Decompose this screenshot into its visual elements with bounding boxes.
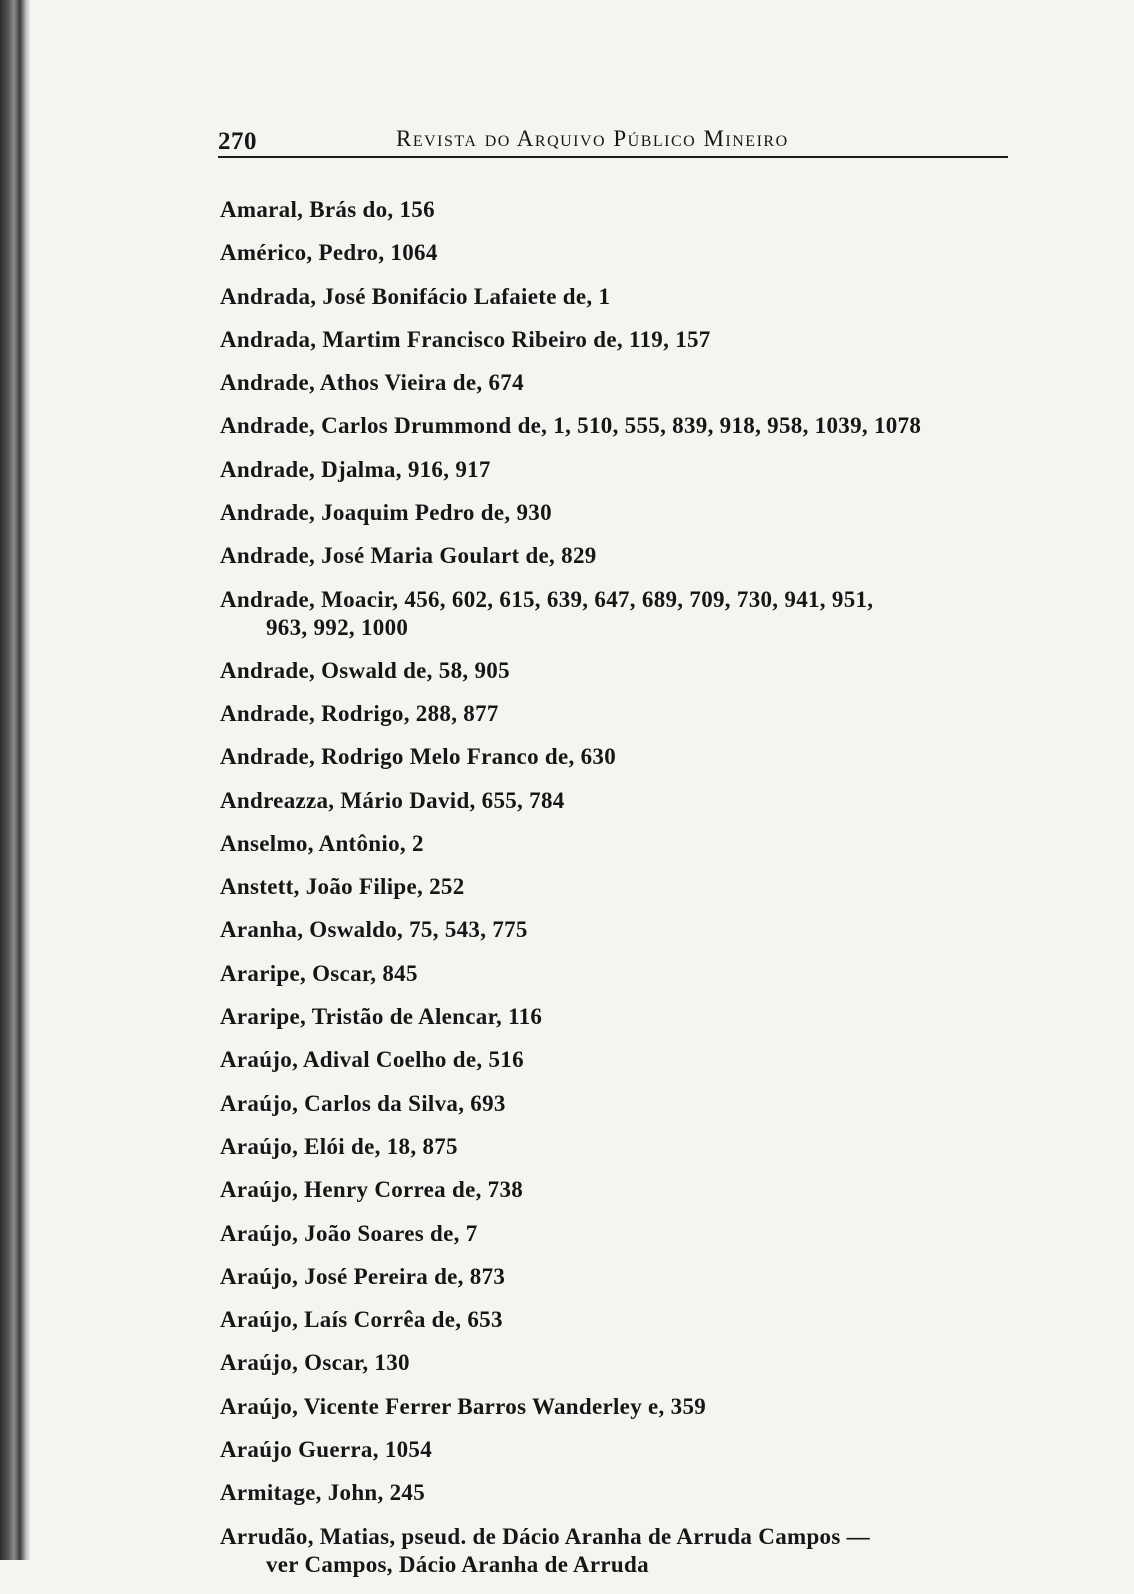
index-entry (220, 657, 1030, 700)
index-entry (220, 1003, 1030, 1046)
index-entry (220, 1349, 1030, 1392)
index-entry-text: Araújo, José Pereira de, 873 (220, 1263, 506, 1289)
page-header (218, 126, 1008, 158)
index-entry-text: Araújo, Adival Coelho de, 516 (220, 1047, 524, 1073)
index-entry-text: Anselmo, Antônio, 2 (220, 830, 424, 856)
index-entry (220, 326, 1030, 369)
index-entry-text: Araújo, Oscar, 130 (220, 1350, 410, 1376)
index-entry (220, 499, 1030, 542)
index-entry-text: Anstett, João Filipe, 252 (220, 874, 465, 900)
index-entry-text: Araújo, Laís Corrêa de, 653 (220, 1307, 503, 1333)
page-binding-edge (0, 0, 30, 1560)
index-entry-continuation: ver Campos, Dácio Aranha de Arruda (266, 1551, 649, 1577)
index-entry-text: Andrade, Rodrigo Melo Franco de, 630 (220, 744, 617, 770)
index-entry (220, 1479, 1030, 1522)
index-entry (220, 239, 1030, 282)
index-entry (220, 830, 1030, 873)
index-entry-text: Araújo, Elói de, 18, 875 (220, 1133, 458, 1159)
index-entry-text: Andreazza, Mário David, 655, 784 (220, 787, 565, 813)
index-entry-text: Andrade, Djalma, 916, 917 (220, 456, 491, 482)
index-entry-continuation: 963, 992, 1000 (266, 614, 409, 640)
page-number: 270 (218, 128, 257, 155)
index-entry (220, 1263, 1030, 1306)
index-entry (220, 412, 1030, 455)
index-entry-text: Araújo, João Soares de, 7 (220, 1220, 478, 1246)
index-entry-text: Andrade, Rodrigo, 288, 877 (220, 700, 499, 726)
index-entry (220, 456, 1030, 499)
index-entry-text: Araújo, Henry Correa de, 738 (220, 1177, 524, 1203)
index-entry (220, 369, 1030, 412)
index-entry-text: Armitage, John, 245 (220, 1480, 426, 1506)
index-entry-text: Andrade, Athos Vieira de, 674 (220, 370, 524, 396)
index-entry (220, 700, 1030, 743)
index-entry (220, 1220, 1030, 1263)
index-entry (220, 542, 1030, 585)
index-entry-text: Américo, Pedro, 1064 (220, 240, 438, 266)
index-entry (220, 1523, 1030, 1594)
index-entry-text: Amaral, Brás do, 156 (220, 197, 435, 222)
index-entry (220, 1306, 1030, 1349)
index-entry-text: Araújo Guerra, 1054 (220, 1437, 433, 1463)
index-entry-text: Andrada, Martim Francisco Ribeiro de, 119, 157 (220, 326, 711, 352)
index-entry (220, 743, 1030, 786)
index-entry-text: Araripe, Oscar, 845 (220, 960, 418, 986)
running-title: Revista do Arquivo Público Mineiro (396, 126, 789, 151)
index-entry-text: Araripe, Tristão de Alencar, 116 (220, 1004, 543, 1030)
index-entry-text: Andrade, Carlos Drummond de, 1, 510, 555, 839, 918, 958, 1039, 1078 (220, 413, 922, 439)
index-entry-text: Araújo, Carlos da Silva, 693 (220, 1090, 506, 1116)
index-entries (220, 196, 1030, 1594)
index-entry (220, 1133, 1030, 1176)
index-entry (220, 1046, 1030, 1089)
index-entry-text: Andrade, Moacir, 456, 602, 615, 639, 647, 689, 709, 730, 941, 951, (220, 586, 874, 612)
index-entry (220, 916, 1030, 959)
index-entry (220, 873, 1030, 916)
index-entry-text: Andrada, José Bonifácio Lafaiete de, 1 (220, 283, 611, 309)
index-entry-text: Arrudão, Matias, pseud. de Dácio Aranha de Arruda Campos — (220, 1523, 870, 1549)
index-entry (220, 196, 1030, 239)
index-entry (220, 960, 1030, 1003)
index-entry (220, 1436, 1030, 1479)
index-entry (220, 787, 1030, 830)
index-entry-text: Andrade, Joaquim Pedro de, 930 (220, 500, 552, 526)
index-entry (220, 283, 1030, 326)
index-entry-text: Andrade, José Maria Goulart de, 829 (220, 543, 597, 569)
index-entry-text: Araújo, Vicente Ferrer Barros Wanderley e, 359 (220, 1393, 707, 1419)
index-entry (220, 1090, 1030, 1133)
index-entry (220, 1393, 1030, 1436)
index-entry (220, 586, 1030, 657)
index-entry-text: Aranha, Oswaldo, 75, 543, 775 (220, 917, 528, 943)
index-entry-text: Andrade, Oswald de, 58, 905 (220, 657, 510, 683)
index-entry (220, 1176, 1030, 1219)
